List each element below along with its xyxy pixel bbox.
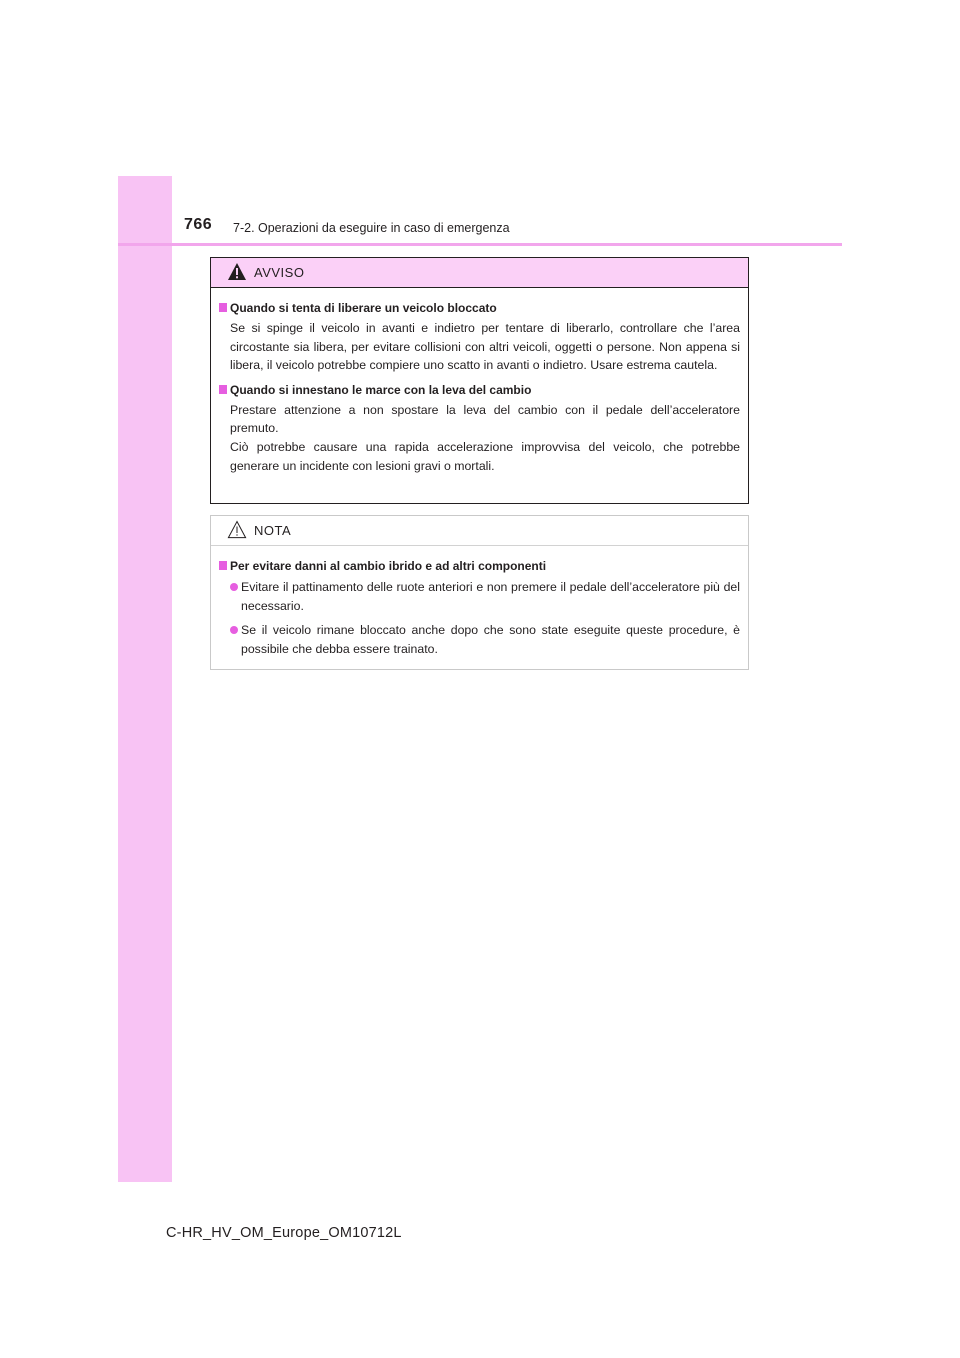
warning-item-title-text: Quando si tenta di liberare un veicolo bloccato	[230, 301, 497, 315]
square-bullet-icon	[219, 303, 227, 312]
warning-item-title	[219, 299, 740, 317]
page-number: 766	[184, 216, 213, 233]
warning-item-title	[219, 381, 740, 399]
square-bullet-icon	[219, 561, 227, 570]
circle-bullet-icon	[230, 626, 238, 634]
footer-document-code: C-HR_HV_OM_Europe_OM10712L	[166, 1225, 402, 1241]
note-label: NOTA	[254, 523, 292, 538]
circle-bullet-icon	[230, 583, 238, 591]
warning-triangle-icon	[227, 262, 247, 281]
warning-item-text: Prestare attenzione a non spostare la leva del cambio con il pedale dell’acceleratore premuto.	[230, 402, 740, 436]
warning-item-title-text: Quando si innestano le marce con la leva del cambio	[230, 382, 532, 397]
note-box	[210, 515, 749, 670]
note-box-header	[211, 516, 748, 546]
note-bullet-text: Evitare il pattinamento delle ruote anteriori e non premere il pedale dell’acceleratore più del necessario.	[241, 580, 740, 613]
caution-outline-triangle-icon	[227, 520, 247, 539]
note-bullet-text: Se il veicolo rimane bloccato anche dopo che sono state eseguite queste procedure, è possibile che debba essere trainato.	[241, 623, 740, 656]
warning-box-body	[211, 288, 748, 475]
warning-box-header	[211, 258, 748, 288]
warning-label: AVVISO	[254, 265, 305, 280]
note-box-body	[211, 546, 748, 658]
chapter-side-strip	[118, 176, 172, 1182]
note-item-title-text: Per evitare danni al cambio ibrido e ad altri componenti	[230, 559, 547, 573]
note-item-title	[219, 557, 740, 575]
section-title: 7-2. Operazioni da eseguire in caso di emergenza	[233, 221, 510, 235]
warning-item-text: Ciò potrebbe causare una rapida accelerazione improvvisa del veicolo, che potrebbe generare un incidente con lesioni gravi o mortali.	[230, 439, 740, 473]
square-bullet-icon	[219, 385, 227, 394]
header-rule	[118, 243, 842, 246]
note-bullet	[219, 578, 740, 615]
warning-box	[210, 257, 749, 504]
warning-item-text: Se si spinge il veicolo in avanti e indietro per tentare di liberarlo, controllare che l’area circostante sia libera, per evitare collisioni con altri veicoli, oggetti o persone. Non appena si libera, il veicolo potrebbe compiere uno scatto in avanti o indietro. Usare estrema cautela.	[230, 321, 740, 373]
note-bullet	[219, 621, 740, 658]
